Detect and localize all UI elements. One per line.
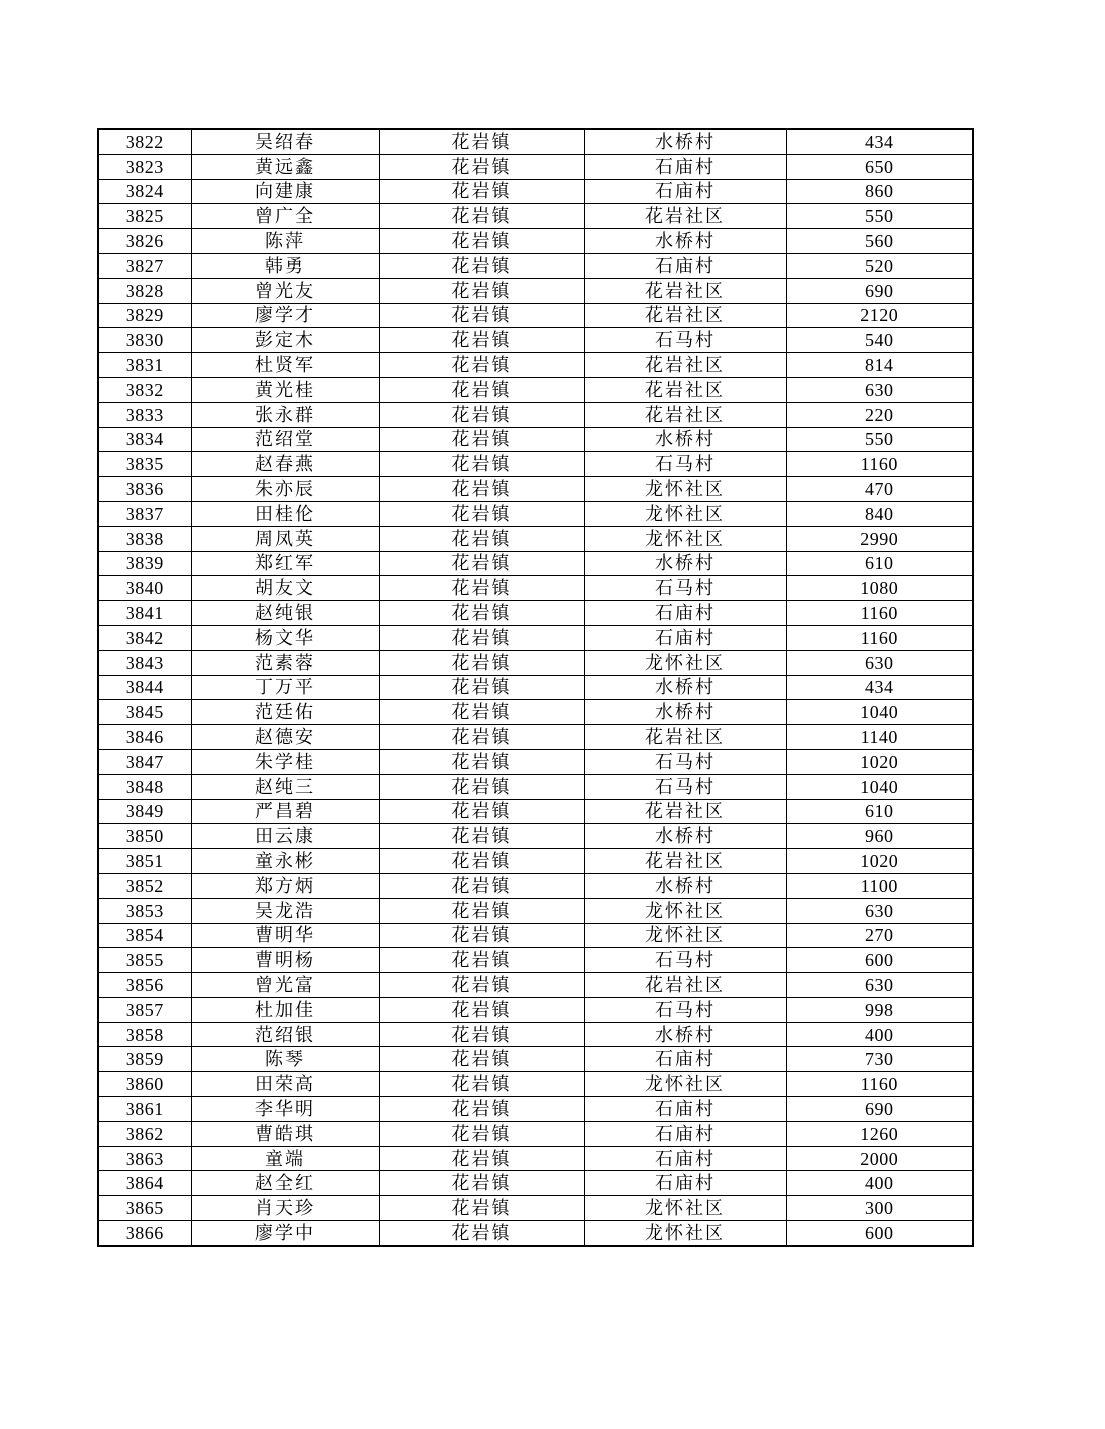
cell-town: 花岩镇 [379, 1047, 584, 1072]
cell-name: 赵全红 [191, 1171, 379, 1196]
cell-town: 花岩镇 [379, 204, 584, 229]
cell-village: 龙怀社区 [584, 923, 786, 948]
cell-id: 3828 [98, 278, 191, 303]
cell-village: 花岩社区 [584, 303, 786, 328]
cell-amount: 1020 [786, 849, 973, 874]
table-row [98, 997, 973, 1022]
cell-town: 花岩镇 [379, 973, 584, 998]
table-row [98, 625, 973, 650]
cell-name: 杜贤军 [191, 353, 379, 378]
cell-name: 童端 [191, 1146, 379, 1171]
table-row [98, 1072, 973, 1097]
cell-town: 花岩镇 [379, 1097, 584, 1122]
cell-village: 水桥村 [584, 824, 786, 849]
cell-id: 3855 [98, 948, 191, 973]
cell-amount: 1160 [786, 601, 973, 626]
table-row [98, 948, 973, 973]
cell-name: 曾光富 [191, 973, 379, 998]
cell-town: 花岩镇 [379, 576, 584, 601]
cell-village: 石马村 [584, 948, 786, 973]
cell-name: 田桂伦 [191, 501, 379, 526]
cell-amount: 610 [786, 551, 973, 576]
cell-town: 花岩镇 [379, 427, 584, 452]
cell-id: 3848 [98, 774, 191, 799]
cell-amount: 470 [786, 477, 973, 502]
cell-name: 田云康 [191, 824, 379, 849]
table-row [98, 452, 973, 477]
cell-town: 花岩镇 [379, 799, 584, 824]
cell-town: 花岩镇 [379, 1196, 584, 1221]
cell-town: 花岩镇 [379, 601, 584, 626]
cell-village: 花岩社区 [584, 849, 786, 874]
cell-name: 廖学中 [191, 1221, 379, 1246]
cell-village: 花岩社区 [584, 799, 786, 824]
cell-town: 花岩镇 [379, 749, 584, 774]
cell-name: 陈琴 [191, 1047, 379, 1072]
cell-town: 花岩镇 [379, 328, 584, 353]
cell-amount: 1100 [786, 873, 973, 898]
cell-amount: 860 [786, 179, 973, 204]
cell-village: 石庙村 [584, 1171, 786, 1196]
cell-id: 3859 [98, 1047, 191, 1072]
cell-amount: 630 [786, 377, 973, 402]
cell-amount: 540 [786, 328, 973, 353]
cell-name: 李华明 [191, 1097, 379, 1122]
cell-town: 花岩镇 [379, 477, 584, 502]
cell-town: 花岩镇 [379, 154, 584, 179]
cell-id: 3861 [98, 1097, 191, 1122]
cell-town: 花岩镇 [379, 179, 584, 204]
cell-town: 花岩镇 [379, 824, 584, 849]
cell-town: 花岩镇 [379, 725, 584, 750]
cell-id: 3854 [98, 923, 191, 948]
cell-village: 水桥村 [584, 675, 786, 700]
cell-name: 严昌碧 [191, 799, 379, 824]
cell-id: 3842 [98, 625, 191, 650]
cell-amount: 550 [786, 204, 973, 229]
cell-town: 花岩镇 [379, 253, 584, 278]
cell-amount: 2990 [786, 526, 973, 551]
cell-amount: 690 [786, 1097, 973, 1122]
table-row [98, 873, 973, 898]
table-row [98, 601, 973, 626]
cell-town: 花岩镇 [379, 353, 584, 378]
cell-town: 花岩镇 [379, 402, 584, 427]
table-row [98, 1022, 973, 1047]
cell-name: 张永群 [191, 402, 379, 427]
cell-amount: 600 [786, 948, 973, 973]
cell-amount: 400 [786, 1022, 973, 1047]
cell-village: 石庙村 [584, 154, 786, 179]
table-row [98, 551, 973, 576]
cell-amount: 1080 [786, 576, 973, 601]
cell-town: 花岩镇 [379, 303, 584, 328]
table-row [98, 650, 973, 675]
table-row [98, 501, 973, 526]
cell-id: 3825 [98, 204, 191, 229]
table-row [98, 1171, 973, 1196]
cell-name: 曾光友 [191, 278, 379, 303]
cell-town: 花岩镇 [379, 377, 584, 402]
cell-village: 龙怀社区 [584, 477, 786, 502]
cell-name: 黄远鑫 [191, 154, 379, 179]
cell-village: 石马村 [584, 774, 786, 799]
table-row [98, 278, 973, 303]
cell-id: 3852 [98, 873, 191, 898]
table-row [98, 1146, 973, 1171]
cell-village: 石马村 [584, 452, 786, 477]
table-row [98, 749, 973, 774]
cell-id: 3835 [98, 452, 191, 477]
cell-name: 周凤英 [191, 526, 379, 551]
cell-id: 3844 [98, 675, 191, 700]
cell-amount: 550 [786, 427, 973, 452]
table-row [98, 328, 973, 353]
cell-village: 花岩社区 [584, 278, 786, 303]
cell-town: 花岩镇 [379, 1171, 584, 1196]
cell-name: 范廷佑 [191, 700, 379, 725]
table-row [98, 923, 973, 948]
table-row [98, 973, 973, 998]
cell-amount: 814 [786, 353, 973, 378]
cell-village: 花岩社区 [584, 377, 786, 402]
cell-id: 3822 [98, 129, 191, 154]
cell-amount: 650 [786, 154, 973, 179]
cell-id: 3841 [98, 601, 191, 626]
cell-amount: 630 [786, 898, 973, 923]
cell-name: 赵纯银 [191, 601, 379, 626]
cell-name: 丁万平 [191, 675, 379, 700]
table-row [98, 799, 973, 824]
cell-village: 水桥村 [584, 551, 786, 576]
cell-amount: 400 [786, 1171, 973, 1196]
cell-name: 朱学桂 [191, 749, 379, 774]
cell-id: 3840 [98, 576, 191, 601]
table-row [98, 1196, 973, 1221]
cell-id: 3858 [98, 1022, 191, 1047]
cell-amount: 610 [786, 799, 973, 824]
cell-amount: 690 [786, 278, 973, 303]
cell-village: 龙怀社区 [584, 1196, 786, 1221]
cell-id: 3836 [98, 477, 191, 502]
cell-village: 龙怀社区 [584, 1072, 786, 1097]
table-row [98, 154, 973, 179]
cell-village: 石庙村 [584, 601, 786, 626]
cell-town: 花岩镇 [379, 774, 584, 799]
table-row [98, 774, 973, 799]
cell-amount: 1160 [786, 1072, 973, 1097]
table-row [98, 526, 973, 551]
table-row [98, 427, 973, 452]
cell-id: 3827 [98, 253, 191, 278]
cell-village: 石马村 [584, 328, 786, 353]
cell-amount: 1140 [786, 725, 973, 750]
cell-name: 肖天珍 [191, 1196, 379, 1221]
cell-amount: 434 [786, 129, 973, 154]
cell-town: 花岩镇 [379, 625, 584, 650]
cell-name: 杨文华 [191, 625, 379, 650]
cell-id: 3849 [98, 799, 191, 824]
cell-amount: 730 [786, 1047, 973, 1072]
cell-name: 曹明华 [191, 923, 379, 948]
cell-amount: 1020 [786, 749, 973, 774]
cell-town: 花岩镇 [379, 675, 584, 700]
cell-amount: 220 [786, 402, 973, 427]
table-row [98, 377, 973, 402]
cell-name: 郑方炳 [191, 873, 379, 898]
cell-name: 吴绍春 [191, 129, 379, 154]
table-row [98, 700, 973, 725]
cell-amount: 2120 [786, 303, 973, 328]
cell-village: 石庙村 [584, 1047, 786, 1072]
cell-town: 花岩镇 [379, 923, 584, 948]
table-row [98, 303, 973, 328]
cell-town: 花岩镇 [379, 1121, 584, 1146]
cell-town: 花岩镇 [379, 452, 584, 477]
cell-village: 石庙村 [584, 1097, 786, 1122]
cell-town: 花岩镇 [379, 551, 584, 576]
cell-id: 3846 [98, 725, 191, 750]
roster-table [97, 128, 974, 1247]
cell-amount: 560 [786, 229, 973, 254]
table-row [98, 179, 973, 204]
cell-name: 童永彬 [191, 849, 379, 874]
table-row [98, 1097, 973, 1122]
cell-id: 3865 [98, 1196, 191, 1221]
cell-id: 3826 [98, 229, 191, 254]
cell-amount: 998 [786, 997, 973, 1022]
cell-town: 花岩镇 [379, 1022, 584, 1047]
cell-town: 花岩镇 [379, 700, 584, 725]
cell-village: 水桥村 [584, 129, 786, 154]
table-row [98, 477, 973, 502]
cell-id: 3853 [98, 898, 191, 923]
cell-name: 范素蓉 [191, 650, 379, 675]
cell-id: 3864 [98, 1171, 191, 1196]
table-row [98, 253, 973, 278]
cell-town: 花岩镇 [379, 997, 584, 1022]
table-row [98, 402, 973, 427]
cell-amount: 840 [786, 501, 973, 526]
cell-town: 花岩镇 [379, 1221, 584, 1246]
table-row [98, 204, 973, 229]
cell-id: 3866 [98, 1221, 191, 1246]
cell-village: 石马村 [584, 576, 786, 601]
cell-town: 花岩镇 [379, 948, 584, 973]
cell-village: 花岩社区 [584, 353, 786, 378]
table-row [98, 849, 973, 874]
cell-amount: 630 [786, 650, 973, 675]
cell-id: 3838 [98, 526, 191, 551]
cell-amount: 434 [786, 675, 973, 700]
cell-village: 花岩社区 [584, 204, 786, 229]
cell-village: 龙怀社区 [584, 898, 786, 923]
cell-amount: 270 [786, 923, 973, 948]
table-row [98, 824, 973, 849]
cell-town: 花岩镇 [379, 278, 584, 303]
cell-village: 石庙村 [584, 1121, 786, 1146]
cell-town: 花岩镇 [379, 650, 584, 675]
cell-name: 田荣高 [191, 1072, 379, 1097]
cell-village: 龙怀社区 [584, 501, 786, 526]
cell-amount: 960 [786, 824, 973, 849]
table-row [98, 353, 973, 378]
table-row [98, 129, 973, 154]
cell-town: 花岩镇 [379, 229, 584, 254]
table-row [98, 1047, 973, 1072]
cell-amount: 1260 [786, 1121, 973, 1146]
cell-village: 花岩社区 [584, 973, 786, 998]
cell-id: 3845 [98, 700, 191, 725]
cell-name: 曹明杨 [191, 948, 379, 973]
cell-name: 曹皓琪 [191, 1121, 379, 1146]
table-row [98, 576, 973, 601]
cell-id: 3823 [98, 154, 191, 179]
cell-id: 3863 [98, 1146, 191, 1171]
cell-id: 3824 [98, 179, 191, 204]
cell-name: 陈萍 [191, 229, 379, 254]
cell-name: 朱亦辰 [191, 477, 379, 502]
cell-town: 花岩镇 [379, 849, 584, 874]
cell-town: 花岩镇 [379, 1072, 584, 1097]
cell-amount: 300 [786, 1196, 973, 1221]
cell-id: 3857 [98, 997, 191, 1022]
cell-village: 龙怀社区 [584, 526, 786, 551]
cell-id: 3862 [98, 1121, 191, 1146]
cell-name: 范绍银 [191, 1022, 379, 1047]
cell-amount: 1040 [786, 700, 973, 725]
cell-name: 吴龙浩 [191, 898, 379, 923]
cell-village: 石马村 [584, 997, 786, 1022]
cell-amount: 1040 [786, 774, 973, 799]
cell-name: 黄光桂 [191, 377, 379, 402]
cell-name: 赵春燕 [191, 452, 379, 477]
table-body [98, 129, 973, 1246]
cell-village: 水桥村 [584, 1022, 786, 1047]
table-row [98, 1221, 973, 1246]
cell-id: 3851 [98, 849, 191, 874]
cell-id: 3839 [98, 551, 191, 576]
cell-name: 胡友文 [191, 576, 379, 601]
cell-id: 3850 [98, 824, 191, 849]
table-row [98, 675, 973, 700]
cell-amount: 1160 [786, 452, 973, 477]
cell-amount: 2000 [786, 1146, 973, 1171]
cell-id: 3843 [98, 650, 191, 675]
cell-amount: 520 [786, 253, 973, 278]
cell-name: 范绍堂 [191, 427, 379, 452]
cell-amount: 600 [786, 1221, 973, 1246]
cell-id: 3860 [98, 1072, 191, 1097]
cell-id: 3832 [98, 377, 191, 402]
cell-town: 花岩镇 [379, 873, 584, 898]
cell-name: 廖学才 [191, 303, 379, 328]
cell-id: 3834 [98, 427, 191, 452]
cell-village: 龙怀社区 [584, 650, 786, 675]
cell-name: 曾广全 [191, 204, 379, 229]
cell-village: 龙怀社区 [584, 1221, 786, 1246]
cell-id: 3856 [98, 973, 191, 998]
cell-town: 花岩镇 [379, 526, 584, 551]
cell-village: 石庙村 [584, 179, 786, 204]
cell-village: 石庙村 [584, 253, 786, 278]
cell-name: 赵纯三 [191, 774, 379, 799]
cell-id: 3837 [98, 501, 191, 526]
cell-village: 水桥村 [584, 229, 786, 254]
cell-village: 水桥村 [584, 427, 786, 452]
table-row [98, 898, 973, 923]
cell-name: 杜加佳 [191, 997, 379, 1022]
cell-id: 3847 [98, 749, 191, 774]
cell-name: 向建康 [191, 179, 379, 204]
cell-village: 石马村 [584, 749, 786, 774]
cell-village: 花岩社区 [584, 402, 786, 427]
cell-village: 水桥村 [584, 873, 786, 898]
cell-id: 3831 [98, 353, 191, 378]
cell-town: 花岩镇 [379, 898, 584, 923]
cell-id: 3829 [98, 303, 191, 328]
cell-id: 3833 [98, 402, 191, 427]
cell-village: 石庙村 [584, 1146, 786, 1171]
cell-amount: 1160 [786, 625, 973, 650]
cell-name: 赵德安 [191, 725, 379, 750]
cell-village: 花岩社区 [584, 725, 786, 750]
cell-town: 花岩镇 [379, 129, 584, 154]
table-row [98, 725, 973, 750]
cell-town: 花岩镇 [379, 501, 584, 526]
table-row [98, 1121, 973, 1146]
cell-name: 彭定木 [191, 328, 379, 353]
cell-town: 花岩镇 [379, 1146, 584, 1171]
cell-amount: 630 [786, 973, 973, 998]
table-row [98, 229, 973, 254]
cell-name: 郑红军 [191, 551, 379, 576]
cell-name: 韩勇 [191, 253, 379, 278]
cell-id: 3830 [98, 328, 191, 353]
cell-village: 水桥村 [584, 700, 786, 725]
cell-village: 石庙村 [584, 625, 786, 650]
